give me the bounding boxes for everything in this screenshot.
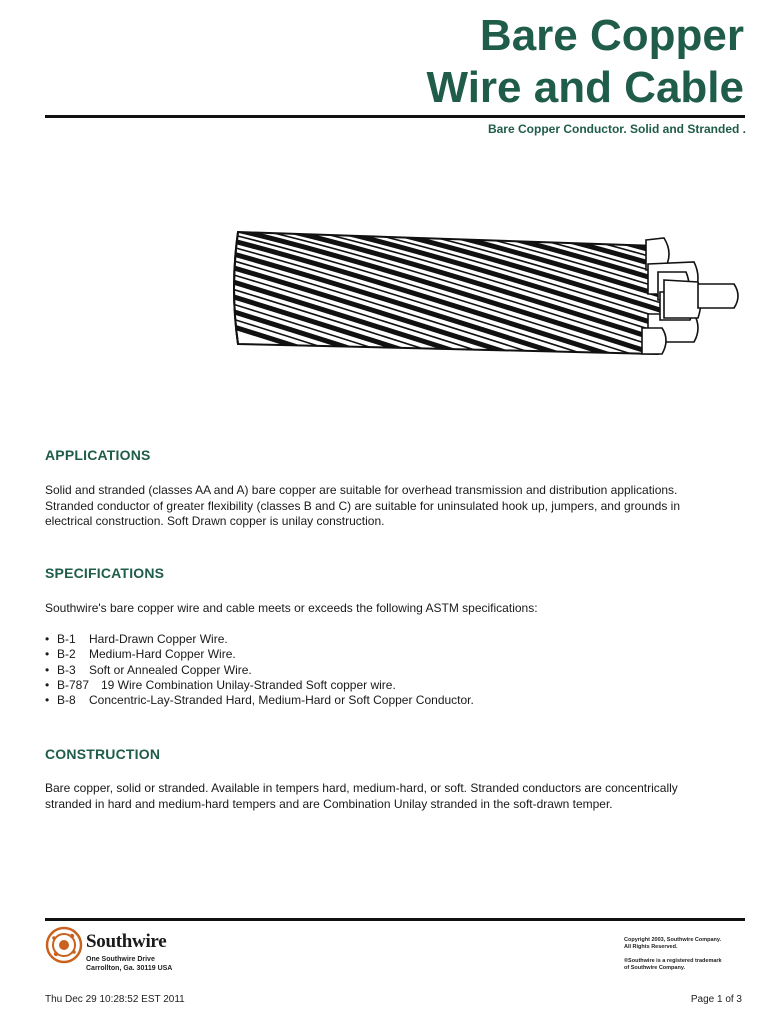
southwire-logo-icon [45,926,83,964]
company-address [86,955,172,973]
title-line-2: Wire and Cable [426,63,744,112]
copyright-notice [624,937,721,950]
construction-line-2: stranded in hard and medium-hard tempers and are Combination Unilay stranded in the soft-drawn temper. [45,796,613,811]
spec-desc: Concentric-Lay-Stranded Hard, Medium-Hard or Soft Copper Conductor. [89,693,474,708]
copyright-line-1: Copyright 2003, Southwire Company. [624,937,722,943]
spec-item: • B-787 19 Wire Combination Unilay-Stranded Soft copper wire. [45,677,396,692]
spec-item: • B-2 Medium-Hard Copper Wire. [45,647,236,662]
applications-line-1: Solid and stranded (classes AA and A) bare copper are suitable for overhead transmission and distribution applications. [45,483,678,497]
print-date: Thu Dec 29 10:28:52 EST 2011 [45,994,185,1005]
spec-code: B-3 [57,662,76,677]
spec-desc: Hard-Drawn Copper Wire. [89,632,228,646]
construction-heading: CONSTRUCTION [45,746,161,762]
page-number: Page 1 of 3 [690,994,742,1005]
copyright-line-2: All Rights Reserved. [624,943,678,950]
title-line-1: Bare Copper [479,11,744,60]
spec-code: B-787 [57,677,90,692]
spec-desc: Medium-Hard Copper Wire. [89,647,236,662]
spec-item: • B-3 Soft or Annealed Copper Wire. [45,662,252,677]
applications-line-2: Stranded conductor of greater flexibility (classes B and C) are suitable for uninsulated hook up, jumpers, and grounds in [45,498,681,513]
specifications-heading: SPECIFICATIONS [45,565,165,581]
header-divider [45,115,745,118]
spec-code: B-8 [57,693,76,708]
specifications-intro: Southwire's bare copper wire and cable meets or exceeds the following ASTM specifications: [45,601,538,615]
spec-code: B-1 [57,632,76,646]
construction-text [45,781,725,812]
trademark-notice [624,958,722,971]
document-subtitle: Bare Copper Conductor. Solid and Stranded . [487,122,746,136]
applications-heading: APPLICATIONS [45,447,151,463]
astm-spec-list [45,632,474,708]
stranded-cable-illustration [228,228,740,358]
spec-item: • B-8 Concentric-Lay-Stranded Hard, Medium-Hard or Soft Copper Conductor. [45,693,474,708]
trademark-line-2: of Southwire Company. [624,964,686,971]
address-line-2: Carrollton, Ga. 30119 USA [86,965,173,972]
brand-name: Southwire [86,931,167,952]
address-line-1: One Southwire Drive [86,956,155,963]
spec-code: B-2 [57,647,76,662]
spec-desc: Soft or Annealed Copper Wire. [89,662,252,677]
spec-desc: 19 Wire Combination Unilay-Stranded Soft copper wire. [101,677,396,692]
spec-item: • B-1 Hard-Drawn Copper Wire. [45,632,228,646]
footer-divider [45,918,745,921]
applications-text [45,483,725,530]
applications-line-3: electrical construction. Soft Drawn copper is unilay construction. [45,514,385,528]
document-title [427,10,744,114]
construction-line-1: Bare copper, solid or stranded. Available in tempers hard, medium-hard, or soft. Stranded conductors are concentrically [45,781,678,795]
trademark-line-1: ®Southwire is a registered trademark [624,958,722,964]
